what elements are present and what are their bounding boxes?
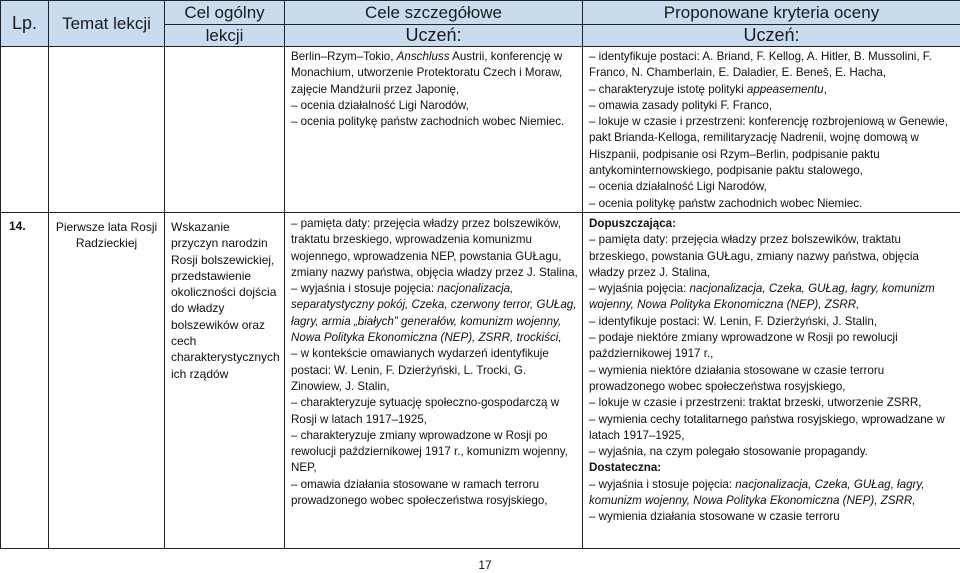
lp-cell-empty (1, 47, 49, 213)
header-cel-ogolny-2: lekcji (165, 25, 285, 47)
grade-label-dostateczna: Dostateczna: (589, 461, 662, 475)
kryteria-item: – wymienia niektóre działania stosowane w czasie terroru prowadzonego wobec społeczeństwa rosyjskiego, (589, 363, 956, 396)
header-temat: Temat lekcji (49, 1, 165, 47)
cele-cell (285, 213, 583, 549)
cel-ogolny-cell: Wskazanie przyczyn narodzin Rosji bolszewickiej, przedstawienie okoliczności dojścia do władzy bolszewików oraz cech charakterystycznych ich rządów (165, 213, 285, 549)
cele-item: – w kontekście omawianych wydarzeń identyfikuje postaci: W. Lenin, F. Dzierżyński, L. Trocki, G. Zinowiew, J. Stalin, (291, 346, 578, 395)
cele-item: – charakteryzuje zmiany wprowadzone w Rosji po rewolucji październikowej 1917 r., komunizm wojenny, NEP, (291, 428, 578, 477)
kryteria-item: – podaje niektóre zmiany wprowadzone w Rosji po rewolucji październikowej 1917 r., (589, 330, 956, 363)
grade-label-dopuszczajaca: Dopuszczająca: (589, 217, 676, 230)
kryteria-cell (583, 213, 960, 549)
header-lp: Lp. (1, 1, 49, 47)
cele-item: – wyjaśnia i stosuje pojęcia: nacjonalizacja, separatystyczny pokój, Czeka, czerwony terror, GUŁag, łagry, armia „białych” generałów, komunizm wojenny, Nowa Polityka Ekonomiczna (NEP), ZSRR, trockiści, (291, 281, 578, 346)
header-uczen-2: Uczeń: (583, 25, 960, 47)
kryteria-item: – ocenia działalność Ligi Narodów, (589, 179, 956, 195)
cele-item: – ocenia działalność Ligi Narodów, (291, 98, 578, 114)
lp-cell: 14. (1, 213, 49, 549)
cele-item: Berlin–Rzym–Tokio, Anschluss Austrii, konferencję w Monachium, utworzenie Protektoratu Czech i Moraw, zajęcie Mandżurii przez Japonię, (291, 50, 563, 96)
kryteria-item: – wyjaśnia i stosuje pojęcia: nacjonalizacja, Czeka, GUŁag, łagry, komunizm wojenny, Nowa Polityka Ekonomiczna (NEP), ZSRR, (589, 477, 956, 510)
kryteria-item: – identyfikuje postaci: A. Briand, F. Kellog, A. Hitler, B. Mussolini, F. Franco, N. Chamberlain, E. Daladier, E. Beneš, E. Hacha, (589, 49, 956, 82)
header-row-1 (1, 1, 960, 25)
cele-item: – pamięta daty: przejęcia władzy przez bolszewików, traktatu brzeskiego, wprowadzenia komunizmu wojennego, wprowadzenia NEP, powstania GUŁagu, zmiany nazwy państwa, objęcia władzy przez J. Stalina, (291, 216, 578, 281)
kryteria-item: – identyfikuje postaci: W. Lenin, F. Dzierżyński, J. Stalin, (589, 314, 956, 330)
cel-cell-empty (165, 47, 285, 213)
header-cele-szczegolowe: Cele szczegółowe (285, 1, 583, 25)
cele-item: – ocenia politykę państw zachodnich wobec Niemiec. (291, 114, 578, 130)
cele-item: – charakteryzuje sytuację społeczno-gospodarczą w Rosji w latach 1917–1925, (291, 395, 578, 428)
temat-cell-empty (49, 47, 165, 213)
header-kryteria: Proponowane kryteria oceny (583, 1, 960, 25)
table-row-continued (1, 47, 960, 213)
cele-cell-continued (285, 47, 583, 213)
kryteria-item: – pamięta daty: przejęcia władzy przez bolszewików, traktatu brzeskiego, powstania GUŁagu, zmiany nazwy państwa, objęcia władzy przez J. Stalina, (589, 232, 956, 281)
kryteria-item: – omawia zasady polityki F. Franco, (589, 98, 956, 114)
kryteria-item: – wymienia cechy totalitarnego państwa rosyjskiego, wprowadzane w latach 1917–1925, (589, 412, 956, 445)
kryteria-item: – wyjaśnia, na czym polegało stosowanie propagandy. (589, 444, 956, 460)
kryteria-item: – lokuje w czasie i przestrzeni: konferencję rozbrojeniową w Genewie, pakt Brianda-Kelloga, remilitaryzację Nadrenii, wojnę domową w Hiszpanii, podpisanie osi Rzym–Berlin, podpisanie paktu antykominternowskiego, podpisanie paktu stalowego, (589, 114, 956, 179)
kryteria-item: – wyjaśnia pojęcia: nacjonalizacja, Czeka, GUŁag, łagry, komunizm wojenny, Nowa Polityka Ekonomiczna (NEP), ZSRR, (589, 281, 956, 314)
page-number: 17 (478, 558, 492, 572)
temat-cell: Pierwsze lata Rosji Radzieckiej (49, 213, 165, 549)
header-cel-ogolny-1: Cel ogólny (165, 1, 285, 25)
kryteria-cell-continued (583, 47, 960, 213)
header-uczen-1: Uczeń: (285, 25, 583, 47)
kryteria-item: – wymienia działania stosowane w czasie terroru (589, 509, 956, 525)
table-row-lesson-14 (1, 213, 960, 549)
cele-item: – omawia działania stosowane w ramach terroru prowadzonego wobec społeczeństwa rosyjskiego, (291, 477, 578, 510)
kryteria-item: – charakteryzuje istotę polityki appeasementu, (589, 82, 956, 98)
kryteria-item: – lokuje w czasie i przestrzeni: traktat brzeski, utworzenie ZSRR, (589, 395, 956, 411)
kryteria-item: – ocenia politykę państw zachodnich wobec Niemiec. (589, 196, 956, 212)
